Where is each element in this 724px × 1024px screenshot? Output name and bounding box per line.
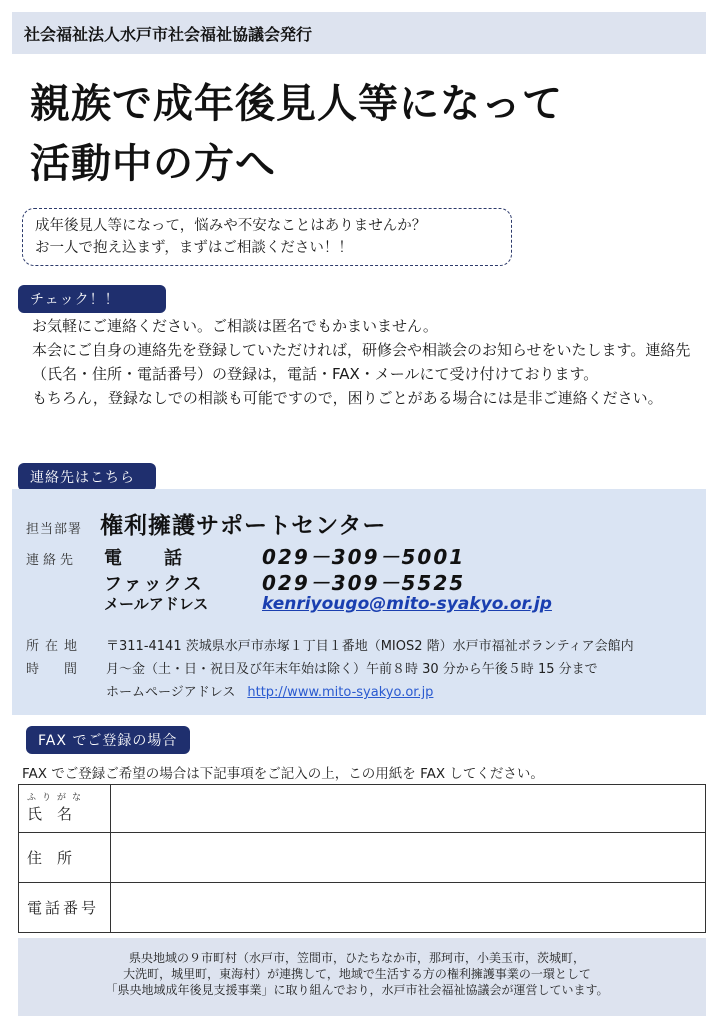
hours-text: 月～金（土・日・祝日及び年末年始は除く）午前８時 30 分から午後５時 15 分まで — [106, 662, 598, 677]
phone-input-field[interactable] — [111, 883, 706, 933]
hours-row — [26, 658, 598, 677]
check-section-label: チェック！！ — [18, 285, 166, 313]
publisher-text: 社会福祉法人水戸市社会福祉協議会発行 — [24, 24, 313, 44]
check-paragraph-2: 本会にご自身の連絡先を登録していただければ，研修会や相談会のお知らせをいたします。連絡先（氏名・住所・電話番号）の登録は，電話・FAX・メールにて受け付けております。 — [32, 341, 691, 383]
phone-label: 電 話 — [104, 548, 184, 569]
fax-number: 029－309－5525 — [262, 571, 466, 595]
title-line-1: 親族で成年後見人等になって — [30, 81, 563, 127]
homepage-label: ホームページアドレス — [106, 685, 236, 700]
homepage-row — [106, 681, 433, 700]
address-row — [26, 635, 634, 654]
check-paragraph-1: お気軽にご連絡ください。ご相談は匿名でもかまいません。 — [32, 317, 438, 335]
furigana-label: ふりがな — [27, 793, 88, 803]
page-title — [30, 74, 690, 194]
address-form-label: 住 所 — [27, 849, 73, 867]
fax-section-label: FAX でご登録の場合 — [26, 726, 190, 754]
fax-row — [104, 567, 465, 596]
registration-form — [18, 784, 706, 933]
footer-line-1: 県央地域の９市町村（水戸市，笠間市，ひたちなか市，那珂市，小美玉市，茨城町， — [128, 951, 585, 965]
contact-label: 連絡先 — [26, 553, 78, 568]
contact-section-label: 連絡先はこちら — [18, 463, 156, 491]
name-row — [19, 785, 706, 833]
publisher-bar — [12, 12, 706, 54]
dept-row — [26, 507, 386, 540]
phone-label-cell — [19, 883, 111, 933]
hours-label: 時 間 — [26, 662, 84, 677]
fax-intro: FAX でご登録ご希望の場合は下記事項をご記入の上，この用紙を FAX してください。 — [22, 766, 544, 782]
phone-form-label: 電話番号 — [27, 899, 100, 917]
contact-panel — [12, 489, 706, 715]
homepage-link[interactable]: http://www.mito-syakyo.or.jp — [247, 685, 434, 700]
phone-number[interactable]: 029－309－5001 — [262, 545, 466, 569]
name-label-cell — [19, 785, 111, 833]
footer-note — [18, 938, 706, 1016]
lead-line-2: お一人で抱え込まず，まずはご相談ください！！ — [35, 240, 353, 256]
name-label — [27, 803, 110, 824]
email-row — [104, 593, 552, 614]
email-label: メールアドレス — [104, 595, 209, 613]
phone-form-row — [19, 883, 706, 933]
address-label: 所在地 — [26, 639, 84, 654]
dept-label: 担当部署 — [26, 522, 83, 537]
title-line-2: 活動中の方へ — [30, 141, 276, 187]
check-body — [32, 314, 692, 410]
dept-name: 権利擁護サポートセンター — [100, 513, 387, 539]
fax-label: ファックス — [104, 574, 204, 595]
name-label-text: 氏 名 — [27, 805, 73, 823]
address-form-row — [19, 833, 706, 883]
address-input-field[interactable] — [111, 833, 706, 883]
lead-line-1: 成年後見人等になって，悩みや不安なことはありませんか？ — [35, 218, 427, 234]
name-input-field[interactable] — [111, 785, 706, 833]
email-link[interactable]: kenriyougo@mito-syakyo.or.jp — [262, 594, 552, 614]
footer-line-3: 「県央地域成年後見支援事業」に取り組んでおり，水戸市社会福祉協議会が運営しています。 — [105, 983, 609, 997]
address-text: 〒311-4141 茨城県水戸市赤塚１丁目１番地（MIOS2 階）水戸市福祉ボランティア会館内 — [106, 639, 634, 654]
lead-box — [22, 208, 512, 266]
phone-row — [26, 541, 465, 570]
address-label-cell — [19, 833, 111, 883]
check-paragraph-3: もちろん，登録なしでの相談も可能ですので，困りごとがある場合には是非ご連絡ください。 — [32, 389, 663, 407]
footer-line-2: 大洗町，城里町，東海村）が連携して，地域で生活する方の権利擁護事業の一環として — [123, 967, 591, 981]
